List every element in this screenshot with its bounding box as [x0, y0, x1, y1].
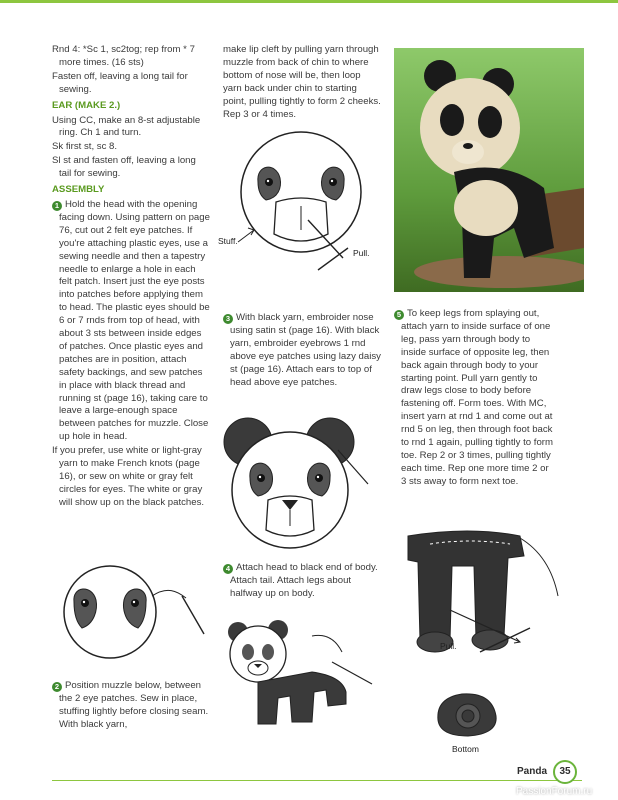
ear-step-3: Sl st and fasten off, leaving a long tail for sewing.: [52, 155, 196, 180]
step3-body: With black yarn, embroider nose using satin st (page 16). With black yarn, embroider eyebrows 1 rnd above eye patches using lazy daisy st (page 16). Attach ears to top of head above eye patches.: [230, 312, 381, 388]
step5-text: [394, 308, 554, 489]
step1-number: 1: [52, 201, 62, 211]
pull-label-1: Pull.: [353, 248, 370, 258]
stuff-label: Stuff.: [218, 236, 238, 246]
top-rule: [0, 0, 618, 3]
watermark: PassionForum.ru: [516, 786, 593, 797]
step1b-text: If you prefer, use white or light-gray yarn to make French knots (page 16), or sew on white or gray felt circles for eyes. The white or gray will show up on the black patches.: [52, 445, 205, 508]
assembly-heading: ASSEMBLY: [52, 184, 105, 196]
footer-title: Panda: [517, 766, 548, 777]
ear-heading: EAR (MAKE 2.): [52, 99, 121, 111]
step4-block: [223, 562, 381, 602]
step4-number: 4: [223, 564, 233, 574]
footer-rule: [52, 780, 582, 781]
panda-photo: [394, 48, 584, 292]
step5-number: 5: [394, 310, 404, 320]
ear-step-2: Sk first st, sc 8.: [52, 141, 118, 153]
column-1: [52, 44, 210, 511]
step4-text: [223, 562, 381, 601]
step5-body: To keep legs from splaying out, attach yarn to inside surface of one leg, pass yarn through body to inside surface of opposite leg, then back again through body to your starting point. Pull yarn gently to draw legs close to body before fastening off. Form toes. With MC, insert yarn at rnd 1 and come out at rnd 5 on leg, then through foot back to rnd 1 again, pulling tightly to form toe. Rep 2 or 3 times, pulling tightly each time. Rep one more time 2 or 3 sts away to form next toe.: [401, 308, 553, 487]
pull-label-2: Pull.: [440, 641, 457, 651]
rnd4-text: Rnd 4: *Sc 1, sc2tog; rep from * 7 more times. (16 sts): [52, 44, 195, 68]
step2-text: [52, 680, 210, 732]
panda-photo-art: [394, 48, 584, 292]
legs-figure: [400, 526, 570, 676]
panda-body-figure: [222, 612, 382, 732]
step2-body: Position muzzle below, between the 2 eye patches. Sew in place, stuffing lightly before closing seam. With black yarn,: [59, 680, 209, 730]
bottom-label: Bottom: [452, 744, 479, 754]
fasten-text: Fasten off, leaving a long tail for sewing.: [52, 70, 188, 95]
step3-block: [223, 312, 381, 390]
step3-number: 3: [223, 314, 233, 324]
column-2-top: [223, 44, 381, 122]
ear-step-1: Using CC, make an 8-st adjustable ring. Ch 1 and turn.: [52, 114, 201, 139]
step2-number: 2: [52, 682, 62, 692]
foot-bottom-figure: [432, 690, 502, 740]
step3-text: [223, 312, 381, 389]
step2-block: [52, 680, 210, 733]
eye-patches-figure: [52, 566, 212, 676]
panda-head-figure: [220, 414, 380, 554]
step2-continued: make lip cleft by pulling yarn through muzzle from back of chin to where bottom of nose will be, then loop yarn back under chin to starting point, pulling tightly to form 2 cheeks. Rep 3 or 4 times.: [223, 44, 381, 120]
step1-text: [52, 199, 210, 444]
step4-body: Attach head to black end of body. Attach tail. Attach legs about halfway up on body.: [230, 562, 378, 599]
step1-body: Hold the head with the opening facing down. Using pattern on page 76, cut out 2 felt eye patches. If you're attaching plastic eyes, use a sewing needle and then a tapestry needle to enlarge a hole in each felt patch. Insert just the eye posts into patches before applying them to head. The plastic eyes should be 6 or 7 rnds from top of head, with about 3 sts between inside edges of patches. Once plastic eyes and patches are in position, attach safety backings, and sew patches in place with black thread and running st (page 16), taking care to leave a large-enough space between patches for muzzle. Close up hole in head.: [59, 198, 210, 443]
step5-block: [394, 308, 554, 490]
page-number: 35: [553, 760, 577, 784]
